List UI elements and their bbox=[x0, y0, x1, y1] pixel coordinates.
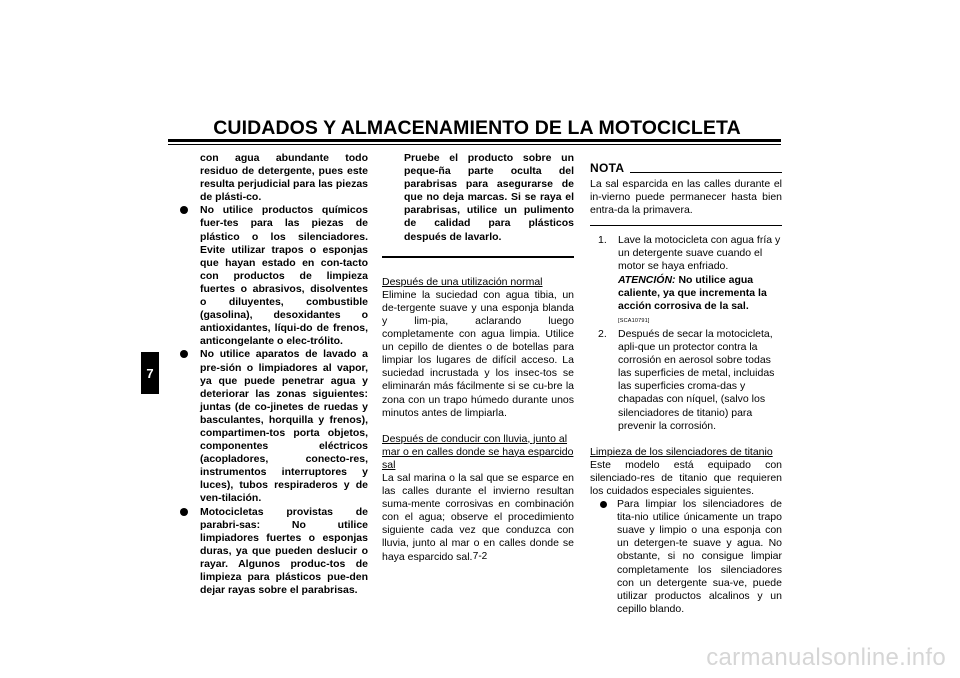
continued-paragraph: con agua abundante todo residuo de detergente, pues este resulta perjudicial para las piezas de plásti-co. bbox=[200, 152, 368, 204]
bullet-icon bbox=[180, 206, 188, 214]
note-header bbox=[590, 160, 782, 175]
step-number: 1. bbox=[598, 234, 607, 247]
bullet-text: Para limpiar los silenciadores de tita-nio utilice únicamente un trapo suave y limpio o una esponja con un detergen-te suave y agua. No obstante, si no consigue limpiar completamente los silenciadores con un detergente sua-ve, puede utilizar productos alcalinos y un cepillo blando. bbox=[617, 498, 782, 615]
list-item bbox=[598, 328, 782, 433]
note-text: La sal esparcida en las calles durante el in-vierno puede permanecer hasta bien entra-da la primavera. bbox=[590, 178, 782, 217]
chapter-tab: 7 bbox=[141, 352, 159, 394]
section-heading-normal-use: Después de una utilización normal bbox=[382, 275, 543, 288]
reference-code: [SCA10791] bbox=[618, 317, 650, 324]
list-item bbox=[598, 234, 782, 328]
section-body-titanium: Este modelo está equipado con silenciado-res de titanio que requieren los cuidados especiales siguientes. bbox=[590, 458, 782, 497]
list-item bbox=[172, 348, 368, 505]
note-label: NOTA bbox=[590, 161, 625, 175]
column-middle bbox=[382, 152, 574, 564]
section-heading-titanium: Limpieza de los silenciadores de titanio bbox=[590, 445, 773, 458]
caution-continued: Pruebe el producto sobre un peque-ña parte oculta del parabrisas para asegurarse de que no deja marcas. Si se raya el parabrisas, utilice un pulimento de calidad para plásticos después de lavarlo. bbox=[404, 152, 574, 243]
page-number: 7-2 bbox=[472, 551, 488, 562]
note-end-rule bbox=[590, 225, 782, 226]
page-title: CUIDADOS Y ALMACENAMIENTO DE LA MOTOCICLETA bbox=[213, 117, 741, 139]
bullet-text: Motocicletas provistas de parabri-sas: No utilice limpiadores fuertes o esponjas duras, ya que pueden deslucir o rayar. Algunos produc-tos de limpieza para plásticos pue-den dejar rayas sobre el parabrisas. bbox=[200, 505, 368, 597]
caution-end-rule bbox=[382, 256, 574, 258]
attention-label: ATENCIÓN: bbox=[618, 273, 679, 286]
step-text: Después de secar la motocicleta, apli-que un protector contra la corrosión en aerosol sobre todas las superficies de metal, incluidas las superficies croma-das y chapadas con níquel, (salvo los silenciadores de titanio) para prevenir la corrosión. bbox=[618, 327, 775, 432]
section-body-normal-use: Elimine la suciedad con agua tibia, un de-tergente suave y una esponja blanda y lim-pia, aclarando luego completamente con agua limpia. Utilice un cepillo de dientes o de botellas para limpiar los lugares de difícil acceso. La suciedad incrustada y los insec-tos se eliminarán más fácilmente si se cu-bre la zona con un trapo húmedo durante unos minutos antes de limpiarla. bbox=[382, 288, 574, 419]
list-item bbox=[172, 204, 368, 348]
step-number: 2. bbox=[598, 327, 607, 340]
bullet-text: No utilice aparatos de lavado a pre-sión o limpiadores al vapor, ya que puede penetrar agua y deteriorar las zonas siguientes: juntas (de co-jinetes de ruedas y basculantes, horquilla y frenos), compartimen-tos porta objetos, componentes eléctricos (acopladores, conecto-res, instrumentos interruptores y luces), tubos respiraderos y de ven-tilación. bbox=[200, 348, 368, 505]
title-rule-thick bbox=[168, 139, 781, 142]
bullet-icon bbox=[180, 350, 188, 358]
column-left bbox=[172, 152, 368, 597]
bullet-icon bbox=[180, 508, 188, 516]
section-body-rain-salt: La sal marina o la sal que se esparce en las calles durante el invierno resultan suma-mente corrosivas en combinación con el agua; observe el procedimiento siguiente cada vez que conduzca con lluvia, junto al mar o en calles donde se haya esparcido sal. bbox=[382, 471, 574, 563]
column-right bbox=[590, 160, 782, 616]
step-text: Lave la motocicleta con agua fría y un detergente suave cuando el motor se haya enfriado. bbox=[618, 234, 781, 273]
title-rule-thin bbox=[168, 144, 781, 145]
note-header-rule bbox=[630, 172, 782, 173]
watermark: carmanualsonline.info bbox=[706, 644, 946, 671]
bullet-text: No utilice productos químicos fuer-tes para las piezas de plástico o los silenciadores. Evite utilizar trapos o esponjas que hayan estado en con-tacto con productos de limpieza fuertes o abrasivos, disolventes o diluyentes, combustible (gasolina), desoxidantes o antioxidantes, líqui-do de frenos, anticongelante o elec-trólito. bbox=[200, 204, 368, 348]
bullet-icon bbox=[600, 501, 607, 508]
attention-text: No utilice agua caliente, ya que incrementa la acción corrosiva de la sal. bbox=[618, 273, 767, 312]
section-heading-rain-salt: Después de conducir con lluvia, junto al mar o en calles donde se haya esparcido sal bbox=[382, 432, 574, 471]
